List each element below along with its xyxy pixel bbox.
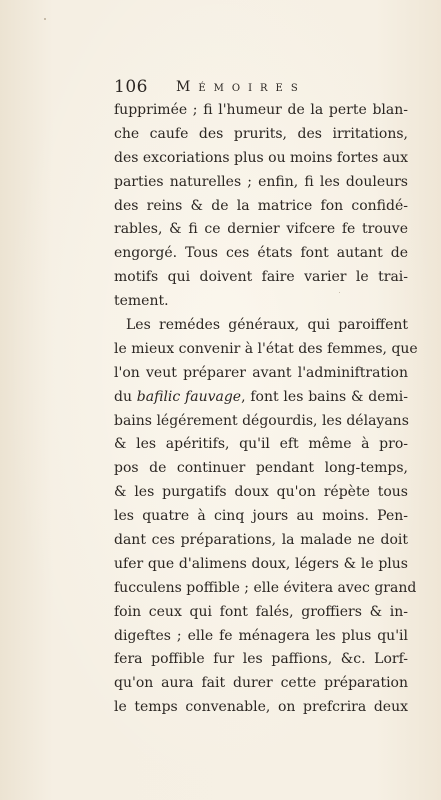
text-line: parties naturelles ; enfin, fi les douleurs <box>114 173 408 190</box>
text-line: ufer que d'alimens doux, légers & le plus <box>114 555 408 572</box>
body-text <box>114 99 418 720</box>
text-line: fera poffible fur les paffions, &c. Lorf- <box>114 651 408 668</box>
text-line-with-italic <box>114 386 408 410</box>
text-line: & les purgatifs doux qu'on répète tous <box>114 484 408 501</box>
text-line: l'on veut préparer avant l'adminiftration <box>114 364 408 381</box>
text-line: & les apéritifs, qu'il eft même à pro- <box>114 436 408 453</box>
text-line: des excoriations plus ou moins fortes aux <box>114 149 408 166</box>
text-line: le temps convenable, on prefcrira deux <box>114 699 408 716</box>
italic-plant-name: bafilic fauvage <box>136 388 242 405</box>
text-line: engorgé. Tous ces états font autant de <box>114 245 408 262</box>
text-line: pos de continuer pendant long-temps, <box>114 460 408 477</box>
text-line: dant ces préparations, la malade ne doit <box>114 532 408 549</box>
text-line: les quatre à cinq jours au moins. Pen- <box>114 508 408 525</box>
paragraph-start-line: Les remédes généraux, qui paroiffent <box>126 317 408 334</box>
line-suffix: , font les bains & demi- <box>241 388 408 405</box>
text-line: che caufe des prurits, des irritations, <box>114 125 408 142</box>
text-line: motifs qui doivent faire varier le trai- <box>114 269 408 286</box>
page-number: 106 <box>114 77 148 97</box>
text-line: bains légérement dégourdis, les délayans <box>114 412 409 429</box>
line-prefix: du <box>114 388 137 405</box>
text-line: rables, & fi ce dernier vifcere fe trouve <box>114 221 408 238</box>
text-line: fucculens poffible ; elle évitera avec grand <box>114 579 417 596</box>
text-line: des reins & de la matrice fon confidé- <box>114 197 408 214</box>
running-title: Mémoires <box>176 79 306 95</box>
text-line: qu'on aura fait durer cette préparation <box>114 675 408 692</box>
paragraph-end-line: tement. <box>114 293 169 310</box>
text-line: fupprimée ; fi l'humeur de la perte blan- <box>114 102 408 118</box>
text-line: le mieux convenir à l'état des femmes, que <box>114 340 418 357</box>
text-line: digeftes ; elle fe ménagera les plus qu'il <box>114 627 408 644</box>
paper-speck <box>44 18 46 20</box>
page-header <box>114 76 404 98</box>
text-line: foin ceux qui font falés, groffiers & in- <box>114 603 408 620</box>
